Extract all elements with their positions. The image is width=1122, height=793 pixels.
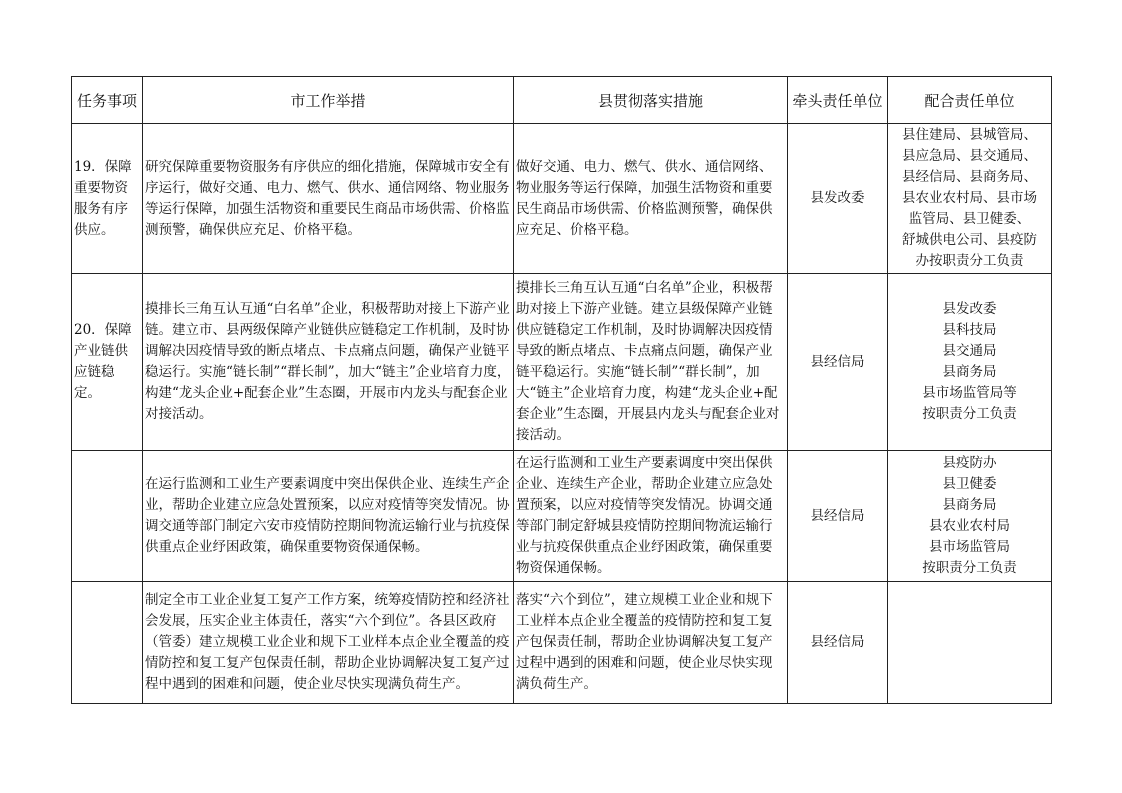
coop-unit-line: 县科技局 xyxy=(942,322,997,338)
coop-unit-line: 县应急局、县交通局、 xyxy=(902,148,1037,164)
coop-unit-line: 县市场监管局等 xyxy=(922,385,1017,401)
coop-unit-line: 办按职责分工负责 xyxy=(915,253,1024,269)
table-row xyxy=(72,124,1052,274)
table-row xyxy=(72,582,1052,704)
coop-unit-line: 县农业农村局、县市场 xyxy=(902,190,1037,206)
coop-unit-line: 县农业农村局 xyxy=(929,518,1010,534)
coop-unit-line: 按职责分工负责 xyxy=(922,560,1017,576)
coop-units-cell xyxy=(888,274,1052,451)
coop-units-cell xyxy=(888,124,1052,274)
task-cell: 20．保障产业链供应链稳定。 xyxy=(72,274,143,451)
coop-unit-line: 县商务局 xyxy=(942,364,997,380)
city-measure-cell: 制定全市工业企业复工复产工作方案，统筹疫情防控和经济社会发展，压实企业主体责任，落实“六个到位”。各县区政府（管委）建立规模工业企业和规下工业样本点企业全覆盖的疫情防控和复工复产包保责任制，帮助企业协调解决复工复产过程中遇到的困难和问题，使企业尽快实现满负荷生产。 xyxy=(143,582,514,704)
coop-unit-line: 县疫防办 xyxy=(942,455,997,471)
header-county-measures: 县贯彻落实措施 xyxy=(514,77,788,124)
header-coop-units: 配合责任单位 xyxy=(888,77,1052,124)
county-measure-cell: 在运行监测和工业生产要素调度中突出保供企业、连续生产企业，帮助企业建立应急处置预案，以应对疫情等突发情况。协调交通等部门制定舒城县疫情防控期间物流运输行业与抗疫保供重点企业纾困政策，确保重要物资保通保畅。 xyxy=(514,451,788,582)
coop-unit-line: 县商务局 xyxy=(942,497,997,513)
coop-units-cell xyxy=(888,451,1052,582)
lead-unit-cell: 县经信局 xyxy=(788,451,888,582)
task-cell xyxy=(72,582,143,704)
header-city-measures: 市工作举措 xyxy=(143,77,514,124)
coop-unit-line: 县市场监管局 xyxy=(929,539,1010,555)
header-lead-unit: 牵头责任单位 xyxy=(788,77,888,124)
coop-unit-line: 按职责分工负责 xyxy=(922,406,1017,422)
county-measure-cell: 摸排长三角互认互通“白名单”企业，积极帮助对接上下游产业链。建立县级保障产业链供应链稳定工作机制，及时协调解决因疫情导致的断点堵点、卡点痛点问题，确保产业链平稳运行。实施“链长制”“群长制”，加大“链主”企业培育力度，构建“龙头企业+配套企业”生态圈，开展县内龙头与配套企业对接活动。 xyxy=(514,274,788,451)
header-row xyxy=(72,77,1052,124)
lead-unit-cell: 县发改委 xyxy=(788,124,888,274)
coop-units-cell xyxy=(888,582,1052,704)
header-task: 任务事项 xyxy=(72,77,143,124)
task-table xyxy=(71,76,1052,704)
coop-unit-line: 县交通局 xyxy=(942,343,997,359)
coop-unit-line: 县发改委 xyxy=(942,301,997,317)
coop-unit-line: 县经信局、县商务局、 xyxy=(902,169,1037,185)
lead-unit-cell: 县经信局 xyxy=(788,582,888,704)
coop-unit-line: 县住建局、县城管局、 xyxy=(902,127,1037,143)
city-measure-cell: 研究保障重要物资服务有序供应的细化措施，保障城市安全有序运行，做好交通、电力、燃气、供水、通信网络、物业服务等运行保障，加强生活物资和重要民生商品市场供需、价格监测预警，确保供应充足、价格平稳。 xyxy=(143,124,514,274)
table-row xyxy=(72,274,1052,451)
city-measure-cell: 在运行监测和工业生产要素调度中突出保供企业、连续生产企业，帮助企业建立应急处置预案，以应对疫情等突发情况。协调交通等部门制定六安市疫情防控期间物流运输行业与抗疫保供重点企业纾困政策，确保重要物资保通保畅。 xyxy=(143,451,514,582)
task-cell: 19．保障重要物资服务有序供应。 xyxy=(72,124,143,274)
lead-unit-cell: 县经信局 xyxy=(788,274,888,451)
county-measure-cell: 做好交通、电力、燃气、供水、通信网络、物业服务等运行保障，加强生活物资和重要民生商品市场供需、价格监测预警，确保供应充足、价格平稳。 xyxy=(514,124,788,274)
table-row xyxy=(72,451,1052,582)
city-measure-cell: 摸排长三角互认互通“白名单”企业，积极帮助对接上下游产业链。建立市、县两级保障产业链供应链稳定工作机制，及时协调解决因疫情导致的断点堵点、卡点痛点问题，确保产业链平稳运行。实施“链长制”“群长制”，加大“链主”企业培育力度，构建“龙头企业+配套企业”生态圈，开展市内龙头与配套企业对接活动。 xyxy=(143,274,514,451)
task-cell xyxy=(72,451,143,582)
county-measure-cell: 落实“六个到位”，建立规模工业企业和规下工业样本点企业全覆盖的疫情防控和复工复产包保责任制，帮助企业协调解决复工复产过程中遇到的困难和问题，使企业尽快实现满负荷生产。 xyxy=(514,582,788,704)
coop-unit-line: 监管局、县卫健委、 xyxy=(908,211,1031,227)
coop-unit-line: 舒城供电公司、县疫防 xyxy=(902,232,1037,248)
coop-unit-line: 县卫健委 xyxy=(942,476,997,492)
